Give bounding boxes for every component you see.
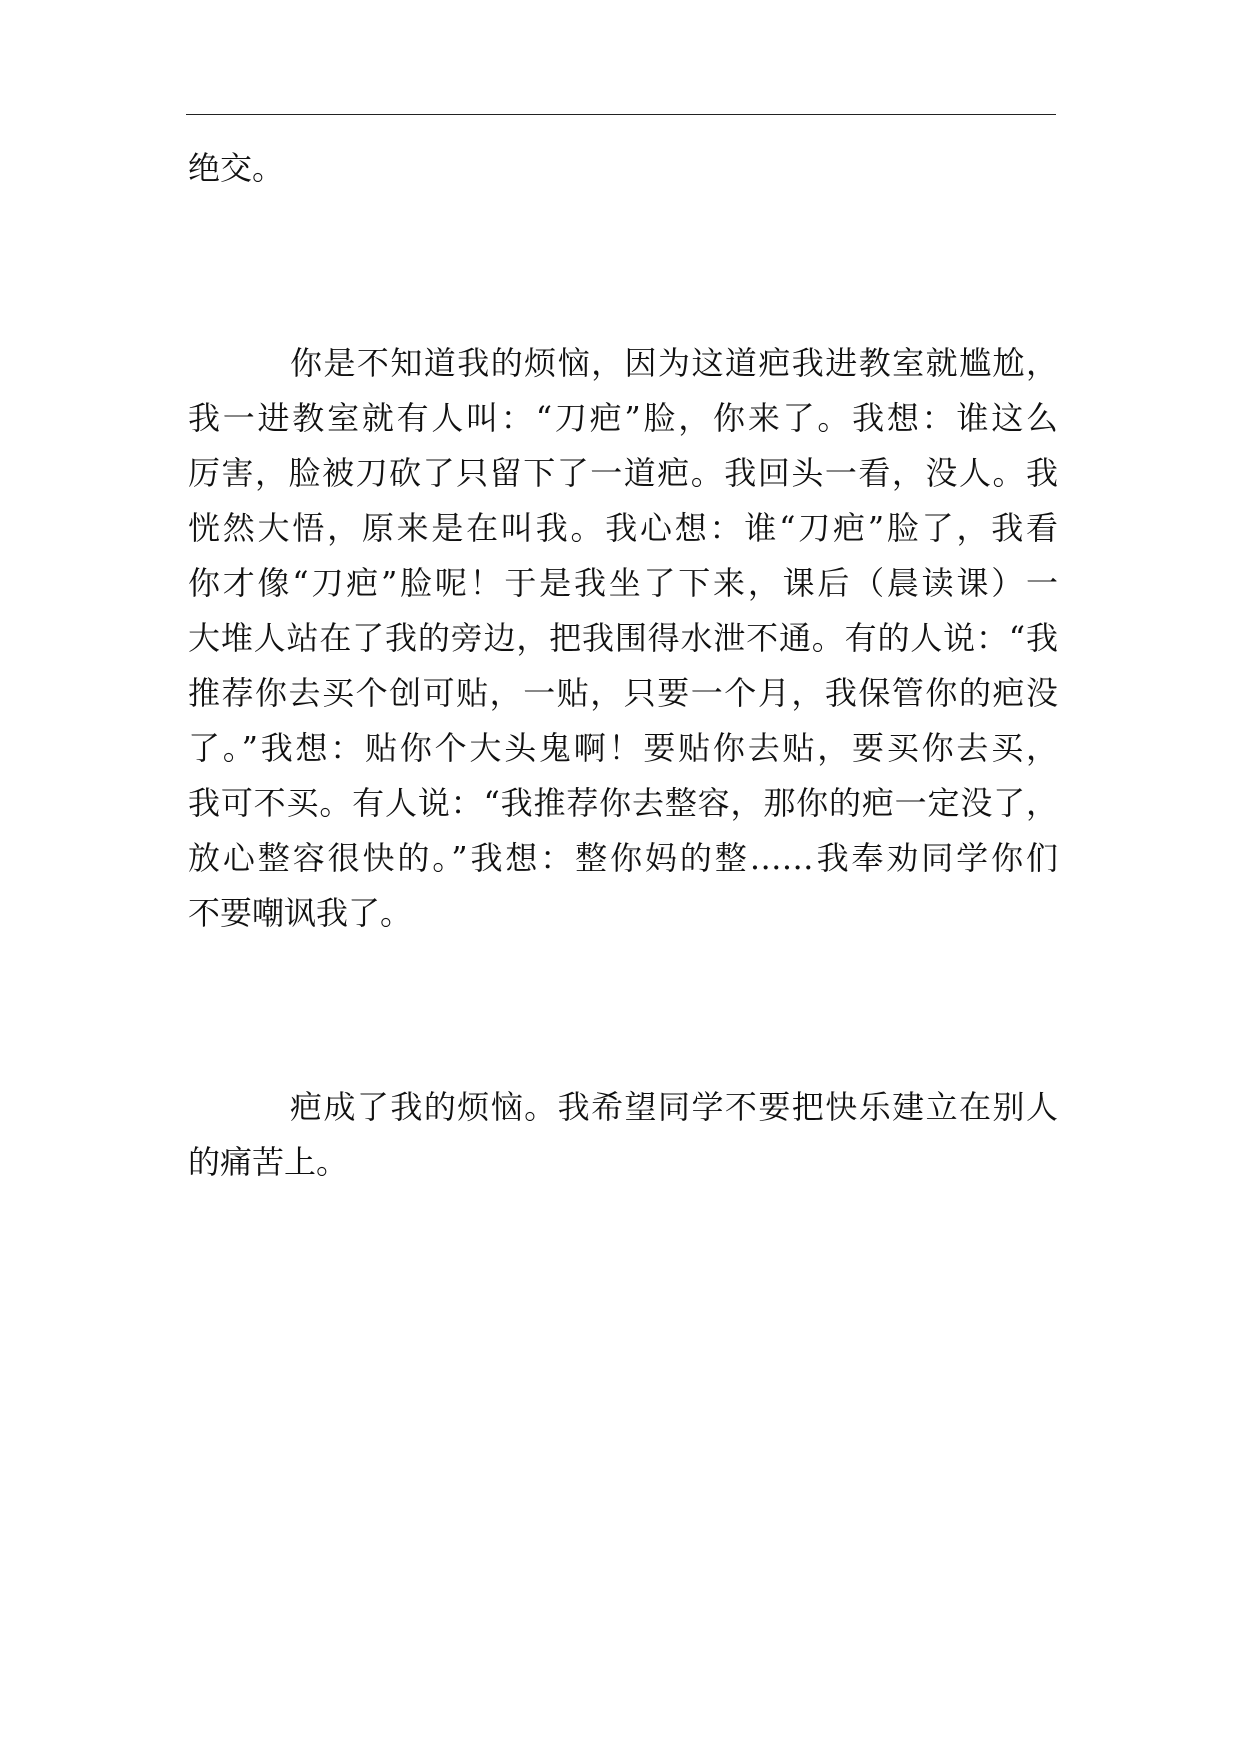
paragraph-line: 我一进教室就有人叫：“刀疤”脸，你来了。我想：谁这么 — [188, 399, 1058, 437]
paragraph-line: 你才像“刀疤”脸呢！于是我坐了下来，课后（晨读课）一 — [188, 564, 1058, 602]
paragraph-line: 了。”我想：贴你个大头鬼啊！要贴你去贴，要买你去买， — [188, 729, 1058, 767]
paragraph-line: 疤成了我的烦恼。我希望同学不要把快乐建立在别人 — [290, 1088, 1058, 1126]
paragraph-line: 的痛苦上。 — [188, 1143, 349, 1181]
paragraph-line: 不要嘲讽我了。 — [188, 894, 413, 932]
paragraph-line: 你是不知道我的烦恼，因为这道疤我进教室就尴尬， — [290, 344, 1058, 382]
paragraph-line: 推荐你去买个创可贴，一贴，只要一个月，我保管你的疤没 — [188, 674, 1058, 712]
paragraph-line: 厉害，脸被刀砍了只留下了一道疤。我回头一看，没人。我 — [188, 454, 1058, 492]
paragraph-line: 大堆人站在了我的旁边，把我围得水泄不通。有的人说：“我 — [188, 619, 1058, 657]
paragraph-line: 恍然大悟，原来是在叫我。我心想：谁“刀疤”脸了，我看 — [188, 509, 1058, 547]
header-rule — [186, 114, 1056, 115]
paragraph-line: 我可不买。有人说：“我推荐你去整容，那你的疤一定没了， — [188, 784, 1058, 822]
paragraph-line: 放心整容很快的。”我想：整你妈的整……我奉劝同学你们 — [188, 839, 1058, 877]
paragraph-line: 绝交。 — [188, 149, 285, 187]
